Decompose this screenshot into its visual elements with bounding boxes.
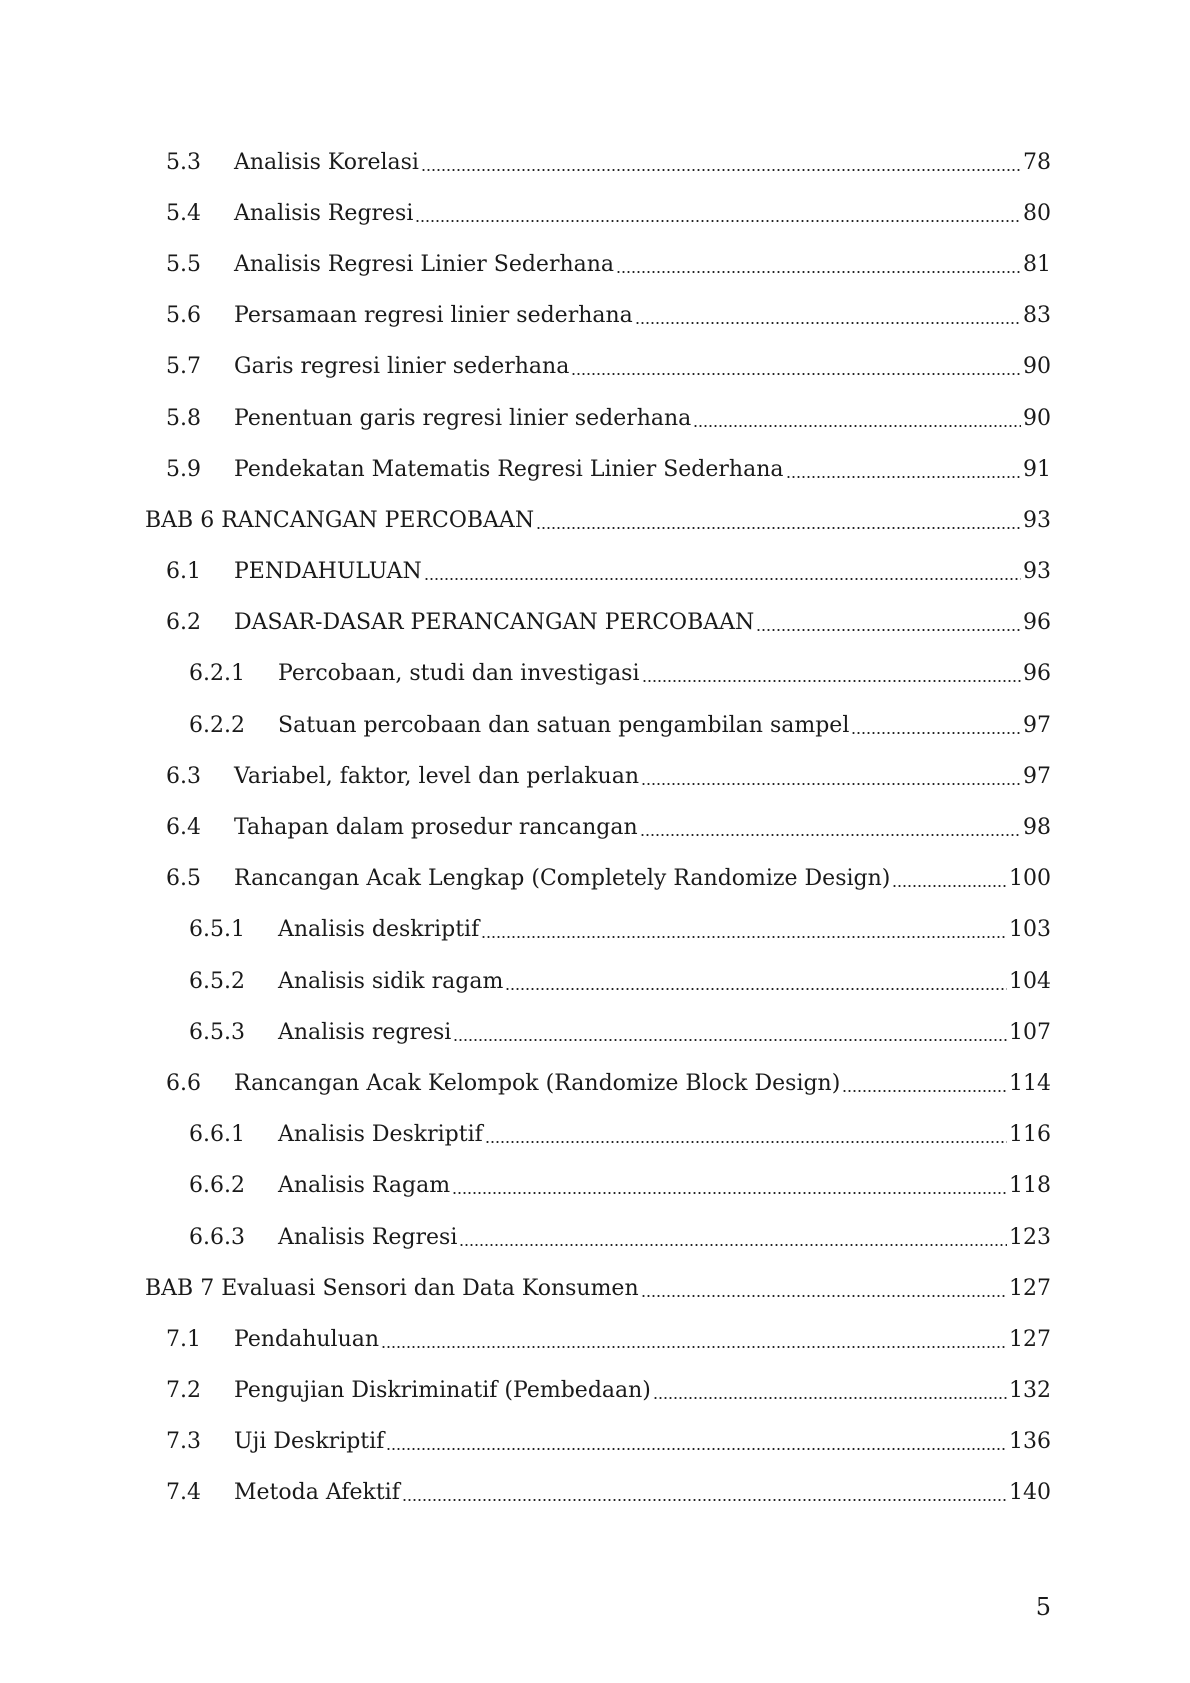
toc-chapter-entry[interactable] [145,495,1051,546]
toc-entry[interactable] [145,854,1051,905]
toc-entry[interactable] [145,393,1051,444]
toc-entry-page: 123 [1009,1224,1051,1250]
toc-dot-leader [635,305,1021,327]
toc-entry-page: 98 [1023,815,1051,841]
toc-entry-number: 6.2.2 [189,712,245,738]
toc-entry[interactable] [145,802,1051,853]
toc-dot-leader [851,715,1021,737]
toc-entry-page: 97 [1023,712,1051,738]
toc-entry[interactable] [145,598,1051,649]
toc-entry-number: 7.2 [166,1378,201,1404]
toc-entry-title: Rancangan Acak Kelompok (Randomize Block Design) [234,1070,841,1096]
toc-entry-title: Satuan percobaan dan satuan pengambilan sampel [278,712,850,738]
toc-entry-page: 96 [1023,610,1051,636]
toc-entry[interactable] [145,751,1051,802]
toc-entry-page: 78 [1023,149,1051,175]
toc-entry-page: 81 [1023,251,1051,277]
toc-entry-title: BAB 7 Evaluasi Sensori dan Data Konsumen [145,1275,639,1301]
toc-entry-title: Variabel, faktor, level dan perlakuan [234,763,639,789]
toc-dot-leader [616,254,1021,276]
toc-dot-leader [505,971,1007,993]
toc-dot-leader [756,612,1021,634]
toc-entry-title: Analisis regresi [278,1019,452,1045]
toc-entry[interactable] [145,444,1051,495]
toc-entry-page: 93 [1023,559,1051,585]
toc-dot-leader [653,1380,1007,1402]
toc-dot-leader [892,868,1007,890]
toc-entry-number: 6.6.1 [189,1122,245,1148]
toc-entry-number: 5.7 [166,354,201,380]
toc-entry-title: BAB 6 RANCANGAN PERCOBAAN [145,507,535,533]
toc-dot-leader [641,766,1021,788]
page-number: 5 [1035,1593,1051,1621]
table-of-contents [145,137,1051,1519]
toc-entry-title: Analisis Korelasi [234,149,419,175]
toc-entry[interactable] [145,1468,1051,1519]
toc-dot-leader [640,817,1021,839]
toc-entry-title: DASAR-DASAR PERANCANGAN PERCOBAAN [234,610,755,636]
toc-entry[interactable] [145,1161,1051,1212]
toc-entry[interactable] [145,188,1051,239]
toc-entry-page: 103 [1009,917,1051,943]
toc-dot-leader [402,1482,1007,1504]
toc-entry-page: 80 [1023,200,1051,226]
toc-entry-title: Analisis Regresi [278,1224,458,1250]
toc-entry-title: Penentuan garis regresi linier sederhana [234,405,692,431]
toc-dot-leader [693,408,1021,430]
toc-entry[interactable] [145,1007,1051,1058]
toc-entry[interactable] [145,956,1051,1007]
toc-entry-page: 132 [1009,1378,1051,1404]
toc-dot-leader [421,152,1021,174]
toc-entry-page: 127 [1009,1326,1051,1352]
toc-entry-title: Pendekatan Matematis Regresi Linier Sederhana [234,456,784,482]
toc-dot-leader [381,1329,1007,1351]
toc-entry[interactable] [145,1058,1051,1109]
toc-dot-leader [842,1073,1007,1095]
toc-entry-title: Analisis Deskriptif [278,1122,483,1148]
toc-entry-number: 7.4 [166,1480,201,1506]
toc-entry[interactable] [145,700,1051,751]
toc-dot-leader [481,919,1007,941]
toc-entry-title: Percobaan, studi dan investigasi [278,661,640,687]
toc-entry-number: 5.6 [166,303,201,329]
toc-entry-page: 116 [1009,1122,1051,1148]
toc-entry[interactable] [145,1366,1051,1417]
toc-dot-leader [571,356,1021,378]
toc-entry[interactable] [145,291,1051,342]
toc-entry-number: 6.2.1 [189,661,245,687]
toc-entry-page: 104 [1009,968,1051,994]
toc-entry-number: 5.9 [166,456,201,482]
toc-entry-page: 140 [1009,1480,1051,1506]
toc-dot-leader [386,1431,1007,1453]
toc-dot-leader [415,203,1021,225]
toc-entry-number: 6.6.3 [189,1224,245,1250]
toc-entry-number: 7.3 [166,1429,201,1455]
toc-entry-number: 6.3 [166,763,201,789]
toc-entry-title: Uji Deskriptif [234,1429,385,1455]
toc-entry-number: 5.4 [166,200,201,226]
toc-entry-page: 90 [1023,405,1051,431]
toc-entry-page: 100 [1009,866,1051,892]
toc-entry-title: Analisis Regresi [234,200,414,226]
toc-entry-title: Analisis deskriptif [278,917,480,943]
toc-dot-leader [786,459,1022,481]
toc-entry-page: 83 [1023,303,1051,329]
toc-chapter-entry[interactable] [145,1263,1051,1314]
toc-entry-number: 6.5.3 [189,1019,245,1045]
toc-entry[interactable] [145,649,1051,700]
toc-entry-title: Analisis Ragam [278,1173,451,1199]
toc-entry[interactable] [145,547,1051,598]
toc-entry-number: 7.1 [166,1326,201,1352]
toc-entry[interactable] [145,342,1051,393]
toc-entry-number: 6.5 [166,866,201,892]
toc-entry-page: 136 [1009,1429,1051,1455]
toc-entry-page: 127 [1009,1275,1051,1301]
toc-dot-leader [453,1022,1007,1044]
toc-entry-title: Persamaan regresi linier sederhana [234,303,633,329]
toc-dot-leader [641,1278,1007,1300]
toc-entry-page: 93 [1023,507,1051,533]
toc-entry-title: Pendahuluan [234,1326,380,1352]
toc-entry-title: Garis regresi linier sederhana [234,354,570,380]
toc-entry-title: Metoda Afektif [234,1480,400,1506]
toc-entry[interactable] [145,137,1051,188]
toc-entry-title: Tahapan dalam prosedur rancangan [234,815,638,841]
toc-entry-number: 5.3 [166,149,201,175]
toc-entry-page: 97 [1023,763,1051,789]
toc-dot-leader [452,1175,1007,1197]
toc-entry-number: 5.8 [166,405,201,431]
toc-dot-leader [459,1227,1007,1249]
toc-entry-number: 6.6.2 [189,1173,245,1199]
toc-entry[interactable] [145,239,1051,290]
toc-entry-title: Rancangan Acak Lengkap (Completely Randomize Design) [234,866,891,892]
toc-entry-title: PENDAHULUAN [234,559,422,585]
toc-entry-number: 6.4 [166,815,201,841]
toc-entry-title: Analisis sidik ragam [278,968,504,994]
toc-dot-leader [424,561,1021,583]
toc-entry-page: 90 [1023,354,1051,380]
toc-entry-number: 6.6 [166,1070,201,1096]
toc-entry-page: 91 [1023,456,1051,482]
toc-entry-number: 5.5 [166,251,201,277]
toc-entry-page: 107 [1009,1019,1051,1045]
toc-dot-leader [536,510,1021,532]
toc-dot-leader [485,1124,1007,1146]
toc-entry-page: 96 [1023,661,1051,687]
toc-entry[interactable] [145,1110,1051,1161]
toc-entry-title: Pengujian Diskriminatif (Pembedaan) [234,1378,651,1404]
toc-entry-page: 118 [1009,1173,1051,1199]
toc-entry-number: 6.5.2 [189,968,245,994]
toc-entry-title: Analisis Regresi Linier Sederhana [234,251,615,277]
toc-entry-number: 6.2 [166,610,201,636]
toc-entry-number: 6.5.1 [189,917,245,943]
toc-entry[interactable] [145,1314,1051,1365]
toc-entry[interactable] [145,1417,1051,1468]
toc-entry[interactable] [145,1212,1051,1263]
toc-entry-page: 114 [1009,1070,1051,1096]
toc-dot-leader [642,663,1021,685]
toc-entry-number: 6.1 [166,559,201,585]
toc-entry[interactable] [145,905,1051,956]
